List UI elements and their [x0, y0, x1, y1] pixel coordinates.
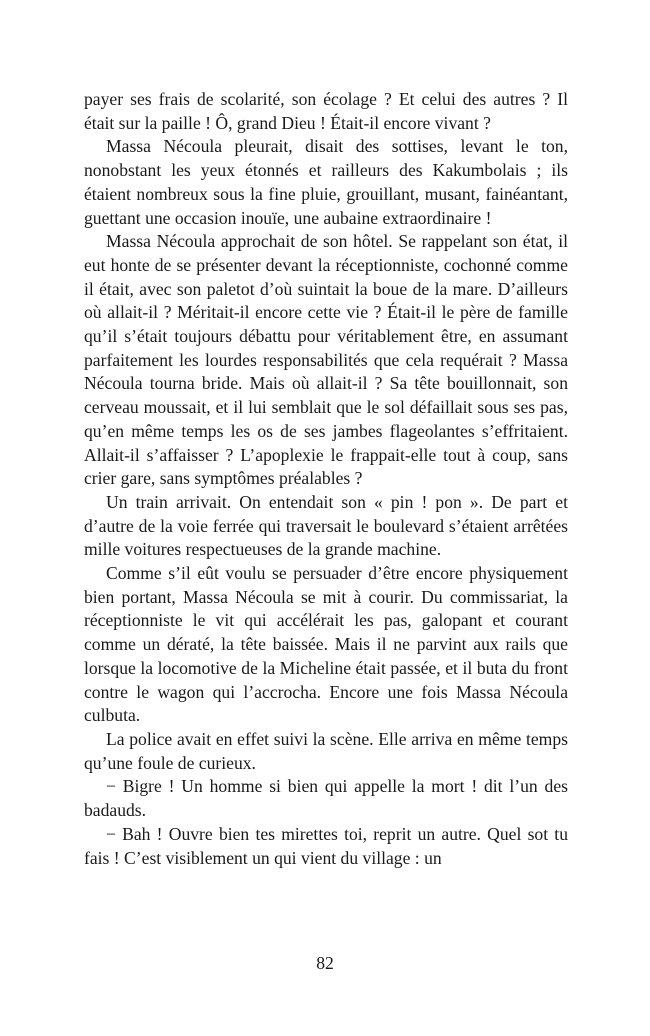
paragraph-5: Comme s’il eût voulu se persuader d’être encore physiquement bien portant, Massa Nécoula se mit à courir. Du commissariat, la réceptionniste le vit qui accélérait les pas, galopant et courant comme un dératé, la tête baissée. Mais il ne parvint aux rails que lorsque la locomotive de la Micheline était passée, et il buta du front contre le wagon qui l’accrocha. Encore une fois Massa Nécoula culbuta.: [84, 563, 568, 726]
paragraph-7-dialogue: − Bigre ! Un homme si bien qui appelle la mort ! dit l’un des badauds.: [84, 776, 568, 821]
paragraph-3: Massa Nécoula approchait de son hôtel. Se rappelant son état, il eut honte de se présenter devant la réceptionniste, cochonné comme il était, avec son paletot d’où suintait la boue de la mare. D’ailleurs où allait-il ? Méritait-il encore cette vie ? Était-il le père de famille qu’il s’était toujours débattu pour véritablement être, en assumant parfaitement les lourdes responsabilités que cela requérait ? Massa Nécoula tourna bride. Mais où allait-il ? Sa tête bouillonnait, son cerveau moussait, et il lui semblait que le sol défaillait sous ses pas, qu’en même temps les os de ses jambes flageolantes s’effritaient. Allait-il s’affaisser ? L’apoplexie le frappait-elle tout à coup, sans crier gare, sans symptômes préalables ?: [84, 231, 568, 489]
paragraph-1: payer ses frais de scolarité, son écolage ? Et celui des autres ? Il était sur la paille ! Ô, grand Dieu ! Était-il encore vivant ?: [84, 89, 568, 133]
paragraph-6: La police avait en effet suivi la scène. Elle arriva en même temps qu’une foule de curieux.: [84, 728, 568, 773]
page-number: 82: [316, 953, 334, 973]
paragraph-4: Un train arrivait. On entendait son « pin ! pon ». De part et d’autre de la voie ferrée qui traversait le boulevard s’étaient arrêtées mille voitures respectueuses de la grande machine.: [84, 491, 568, 560]
paragraph-8-dialogue: − Bah ! Ouvre bien tes mirettes toi, reprit un autre. Quel sot tu fais ! C’est visiblement un qui vient du village : un: [84, 823, 568, 868]
paragraph-2: Massa Nécoula pleurait, disait des sottises, levant le ton, nonobstant les yeux étonnés et railleurs des Kakumbolais ; ils étaient nombreux sous la fine pluie, grouillant, musant, fainéantant, guettant une occasion inouïe, une aubaine extraordinaire !: [84, 136, 568, 228]
page-body: [84, 88, 568, 870]
